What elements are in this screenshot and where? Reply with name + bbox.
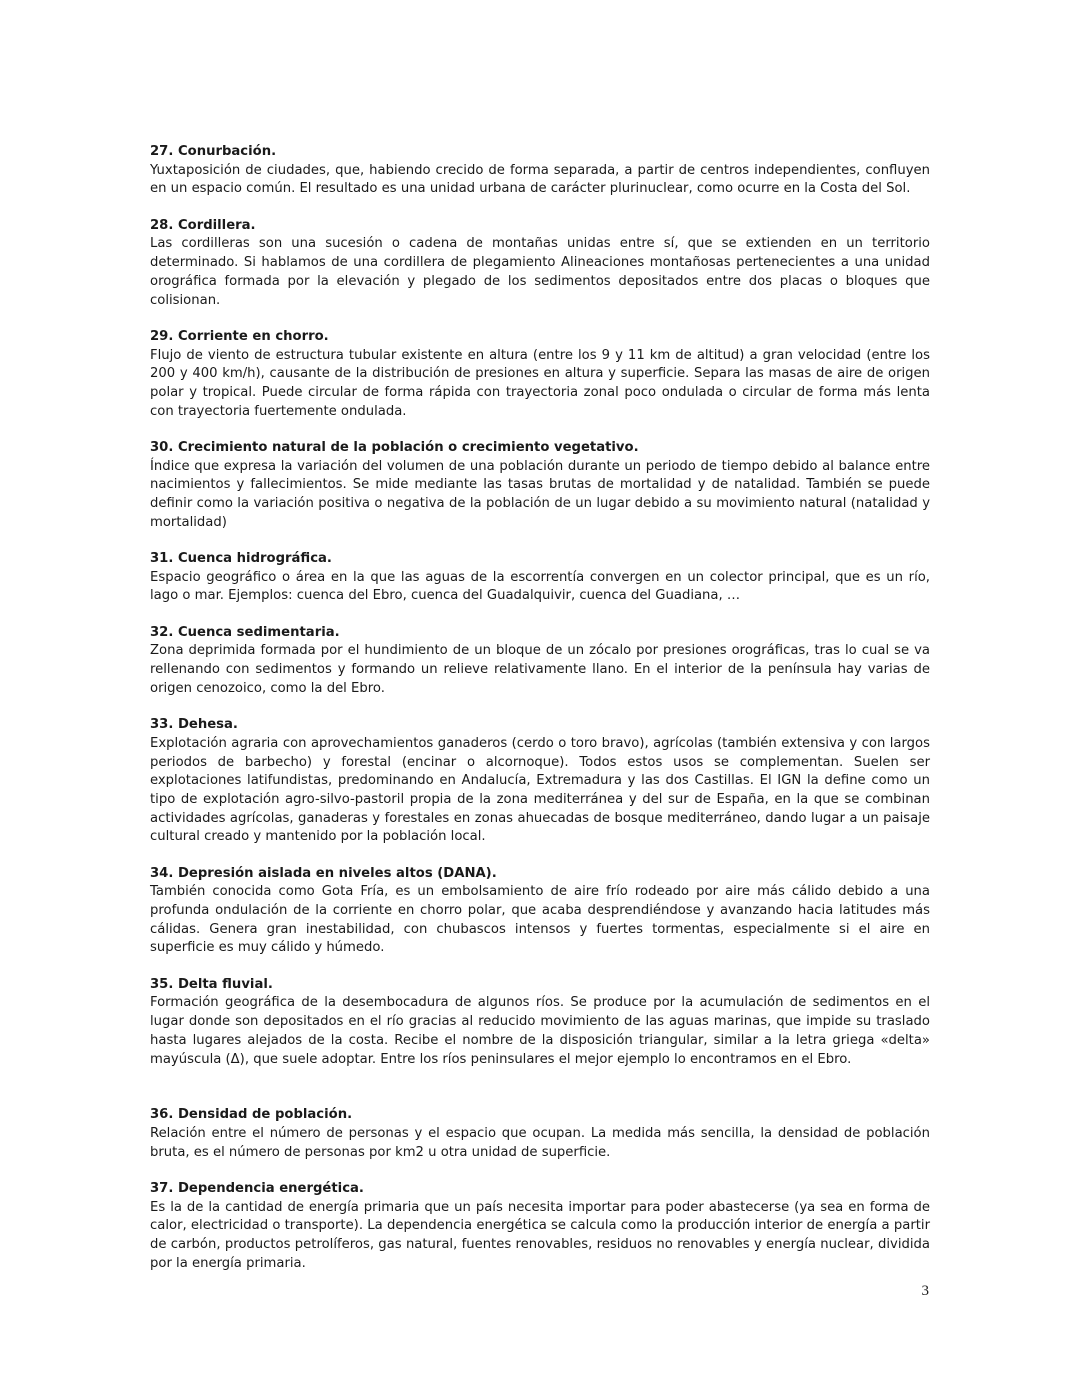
entry-title: 35. Delta fluvial. bbox=[150, 976, 273, 992]
entry-body: Las cordilleras son una sucesión o cadena de montañas unidas entre sí, que se extienden en un territorio determinado. Si hablamos de una cordillera de plegamiento Alineaciones montañosas pertenecientes a una unidad orográfica formada por la elevación y plegado de los sedimentos depositados entre dos placas o bloques que colisionan. bbox=[150, 236, 930, 308]
glossary-entry-28 bbox=[150, 217, 930, 311]
entry-title: 33. Dehesa. bbox=[150, 717, 238, 733]
glossary-entry-34 bbox=[150, 865, 930, 959]
entry-title: 27. Conurbación. bbox=[150, 144, 277, 159]
entry-body: Es la de la cantidad de energía primaria que un país necesita importar para poder abastecerse (ya sea en forma de calor, electricidad o transporte). La dependencia energética se calcula como la producción interior de energía a partir de carbón, productos petrolíferos, gas natural, fuentes renovables, residuos no renovables y energía nuclear, dividida por la energía primaria. bbox=[150, 1199, 930, 1271]
glossary-entry-37 bbox=[150, 1180, 930, 1274]
glossary-entry-32 bbox=[150, 624, 930, 699]
page-number: 3 bbox=[921, 1283, 929, 1299]
glossary-entry-33 bbox=[150, 716, 930, 847]
entry-title: 36. Densidad de población. bbox=[150, 1107, 353, 1123]
entry-body: Zona deprimida formada por el hundimiento de un bloque de un zócalo por presiones orográficas, tras lo cual se va rellenando con sedimentos y formando un relieve relativamente llano. En el interior de la península hay varias de origen cenozoico, como la del Ebro. bbox=[150, 643, 930, 696]
glossary-entry-29 bbox=[150, 328, 930, 422]
entry-title: 29. Corriente en chorro. bbox=[150, 328, 329, 344]
entry-body: Formación geográfica de la desembocadura de algunos ríos. Se produce por la acumulación de sedimentos en el lugar donde son depositados en el río gracias al reducido movimiento de las aguas marinas, que impide su traslado hasta lugares alejados de la costa. Recibe el nombre de la disposición triangular, similar a la letra griega «delta» mayúscula (Δ), que suele adoptar. Entre los ríos peninsulares el mejor ejemplo lo encontramos en el Ebro. bbox=[150, 995, 930, 1067]
glossary-entry-30 bbox=[150, 439, 930, 533]
glossary-entry-36 bbox=[150, 1106, 930, 1162]
entry-body: Relación entre el número de personas y el espacio que ocupan. La medida más sencilla, la densidad de población bruta, es el número de personas por km2 u otra unidad de superficie. bbox=[150, 1125, 930, 1160]
entry-body: También conocida como Gota Fría, es un embolsamiento de aire frío rodeado por aire más cálido debido a una profunda ondulación de la corriente en chorro polar, que acaba desprendiéndose y avanzando hacia latitudes más cálidas. Genera gran inestabilidad, con chubascos intensos y fuertes tormentas, especialmente si el aire en superficie es muy cálido y húmedo. bbox=[150, 884, 930, 956]
entry-title: 34. Depresión aislada en niveles altos (DANA). bbox=[150, 865, 497, 881]
entry-title: 30. Crecimiento natural de la población o crecimiento vegetativo. bbox=[150, 439, 639, 455]
entry-title: 32. Cuenca sedimentaria. bbox=[150, 624, 340, 640]
entry-body: Explotación agraria con aprovechamientos ganaderos (cerdo o toro bravo), agrícolas (también extensiva y con largos periodos de barbecho) y forestal (encinar o alcornoque). Todos estos usos se complementan. Suelen ser explotaciones latifundistas, predominando en Andalucía, Extremadura y las dos Castillas. El IGN la define como un tipo de explotación agro-silvo-pastoril propia de la zona mediterránea y del sur de España, en la que se combinan actividades agrícolas, ganaderas y forestales en zonas ahuecadas de bosque mediterráneo, dando lugar a un paisaje cultural creado y mantenido por la población local. bbox=[150, 735, 930, 845]
glossary-entry-27 bbox=[150, 143, 930, 199]
glossary-entry-31 bbox=[150, 550, 930, 606]
glossary-page bbox=[150, 143, 930, 1291]
glossary-entry-35 bbox=[150, 976, 930, 1070]
entry-body: Índice que expresa la variación del volumen de una población durante un periodo de tiempo debido al balance entre nacimientos y fallecimientos. Se mide mediante las tasas brutas de mortalidad y de natalidad. También se puede definir como la variación positiva o negativa de la población de un lugar debido a su movimiento natural (natalidad y mortalidad) bbox=[150, 458, 930, 530]
entry-title: 31. Cuenca hidrográfica. bbox=[150, 551, 332, 567]
entry-title: 37. Dependencia energética. bbox=[150, 1180, 364, 1196]
entry-body: Flujo de viento de estructura tubular existente en altura (entre los 9 y 11 km de altitud) a gran velocidad (entre los 200 y 400 km/h), causante de la distribución de presiones en altura y superficie. Separa las masas de aire de origen polar y tropical. Puede circular de forma rápida con trayectoria zonal poco ondulada o circular de forma más lenta con trayectoria fuertemente ondulada. bbox=[150, 347, 930, 419]
entry-title: 28. Cordillera. bbox=[150, 217, 256, 233]
entry-body: Espacio geográfico o área en la que las aguas de la escorrentía convergen en un colector principal, que es un río, lago o mar. Ejemplos: cuenca del Ebro, cuenca del Guadalquivir, cuenca del Guadiana, … bbox=[150, 569, 930, 604]
entry-body: Yuxtaposición de ciudades, que, habiendo crecido de forma separada, a partir de centros independientes, confluyen en un espacio común. El resultado es una unidad urbana de carácter plurinuclear, como ocurre en la Costa del Sol. bbox=[150, 162, 930, 197]
